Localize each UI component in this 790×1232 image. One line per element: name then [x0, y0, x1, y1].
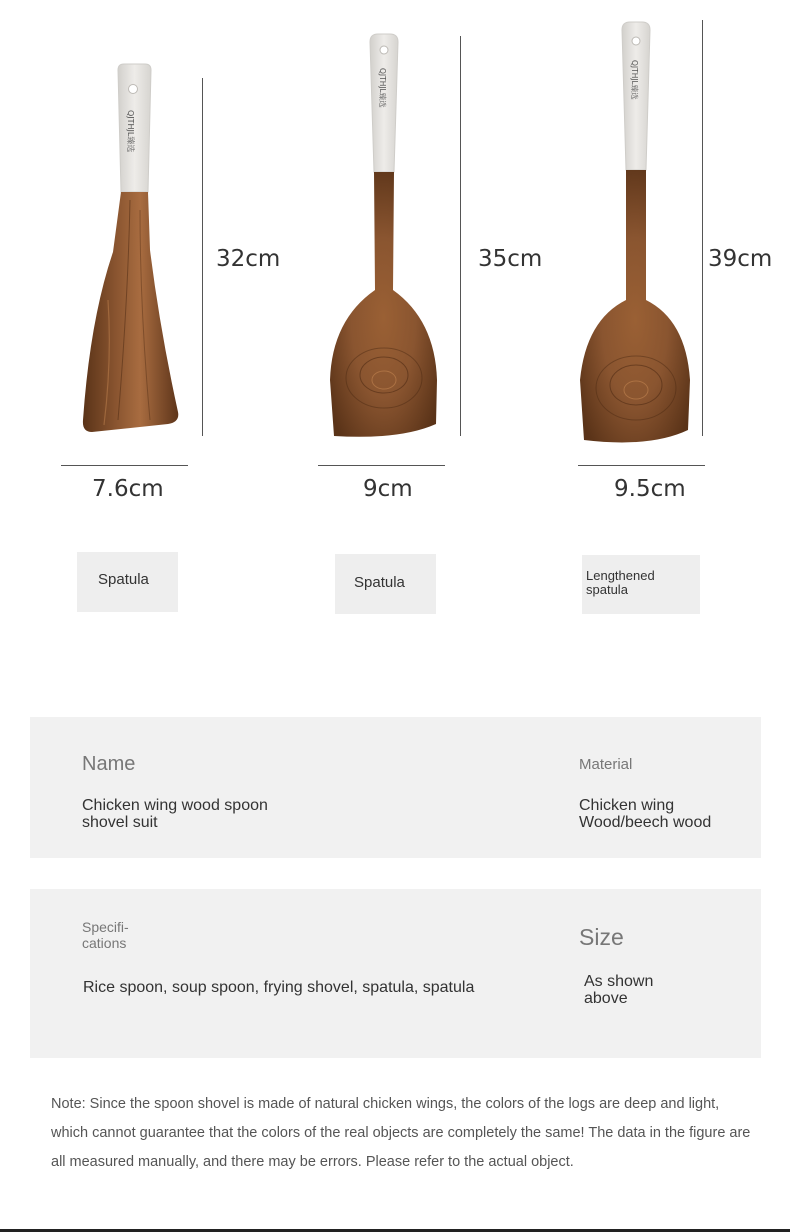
- name-label: Name: [82, 753, 136, 775]
- material-value: Chicken wing Wood/beech wood: [579, 797, 712, 831]
- length-dimension-line: [702, 20, 703, 436]
- product-spatula: [0, 0, 281, 620]
- width-label: 9.5cm: [614, 476, 686, 502]
- spoon-spatula-icon: [260, 0, 530, 460]
- brand-mark: QJTHJL臻选: [630, 60, 639, 100]
- product-tag-label: Lengthened spatula: [586, 568, 655, 597]
- length-dimension-line: [202, 78, 203, 436]
- product-lengthened-spatula: [520, 0, 790, 620]
- product-tag-label: Spatula: [354, 574, 405, 591]
- product-spoon-spatula: [260, 0, 543, 620]
- material-label: Material: [579, 756, 633, 773]
- brand-mark: QJTHJL臻选: [378, 68, 387, 108]
- specifications-value: Rice spoon, soup spoon, frying shovel, spatula, spatula: [83, 979, 475, 996]
- product-tag: [335, 554, 436, 614]
- name-value: Chicken wing wood spoon shovel suit: [82, 797, 268, 831]
- spec-panel-name-material: [30, 717, 761, 858]
- product-tag-label: Spatula: [98, 571, 149, 588]
- width-dimension-line: [318, 465, 445, 466]
- size-label: Size: [579, 924, 624, 950]
- width-dimension-line: [578, 465, 705, 466]
- width-dimension-line: [61, 465, 188, 466]
- size-value: As shown above: [584, 973, 654, 1007]
- length-dimension-line: [460, 36, 461, 436]
- lengthened-spatula-icon: [520, 0, 790, 460]
- spec-panel-specifications-size: [30, 889, 761, 1058]
- specifications-label: Specifi-cations: [82, 919, 129, 951]
- length-label: 39cm: [708, 246, 773, 272]
- length-label: 35cm: [478, 246, 543, 272]
- length-label: 32cm: [216, 246, 281, 272]
- product-tag: [582, 555, 700, 614]
- width-label: 7.6cm: [92, 476, 164, 502]
- brand-mark: QJTHJL臻选: [126, 110, 135, 153]
- product-tag: [77, 552, 178, 612]
- disclaimer-note: Note: Since the spoon shovel is made of natural chicken wings, the colors of the logs are deep and light, which cannot guarantee that the colors of the real objects are completely the same! The data in the figure are all measured manually, and there may be errors. Please refer to the actual object.: [51, 1096, 751, 1170]
- width-label: 9cm: [363, 476, 413, 502]
- spatula-icon: [0, 0, 260, 460]
